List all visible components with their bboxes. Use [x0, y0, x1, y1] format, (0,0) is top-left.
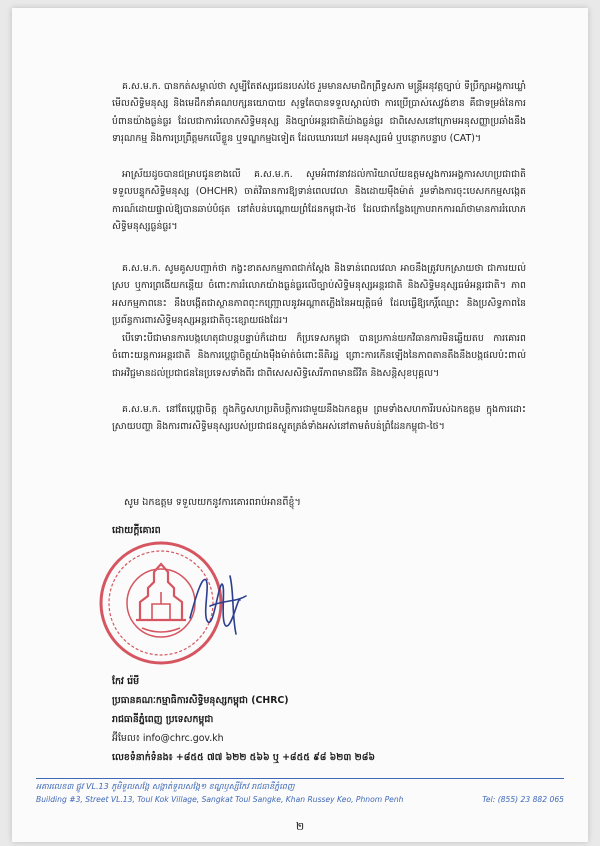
letter-page: [12, 8, 588, 842]
body-paragraph: [112, 401, 526, 436]
footer-telephone: Tel: (855) 23 882 065: [482, 795, 564, 804]
paragraph-text: អាស្រ័យដូចបានជម្រាបជូនខាងលើ គ.ស.ម.ក. សូមអំពាវនាវដល់ការិយាល័យឧត្តមស្នងការអង្គការសហប្រជាជាតិទទួលបន្ទុកសិទ្ធិមនុស្ស (OHCHR) ចាត់វិធានការឱ្យទាន់ពេលវេលា និងដោយម៉ឺងម៉ាត់ រួមទាំងការចុះបេសកកម្មសង្កេតការណ៍ដោយផ្ទាល់ឱ្យបានឆាប់បំផុត នៅតំបន់បណ្តោយព្រំដែនកម្ពុជា-ថៃ ដែលជាកន្លែងក្រោបរាកការណ៍ថាមានការរំលោភសិទ្ធិមនុស្សធ្ងន់ធ្ងរ។: [112, 169, 526, 232]
signer-name: កែវ រ៉េមី: [112, 676, 140, 687]
signed-by-label: ដោយក្តីគោរព: [112, 525, 161, 536]
paragraph-text: គ.ស.ម.ក. បានកត់សម្គាល់ថា សូម្បីតែឥស្សរជនរបស់ថៃ រួមមានសមាជិកព្រឹទ្ធសភា មន្ត្រីអនុវត្តច្បាប់ ទីប្រឹក្សាអង្គការឃ្លាំមើលសិទ្ធិមនុស្ស និងមេដឹកនាំគណបក្សនយោបាយ សុទ្ធតែបានទទួលស្គាល់ថា ការប្រើប្រាស់សេវ្វង់ខាន គឺជាទម្រង់នៃការបំពានយ៉ាងធ្ងន់ធ្ងរ ដែលជាការរំលោភសិទ្ធិមនុស្ស និងច្បាប់អន្តរជាតិយ៉ាងធ្ងន់ធ្ងរ ជាពិសេសនៅក្រោមអនុសញ្ញាប្រឆាំងនឹងទារុណកម្ម និងការប្រព្រឹត្តមកលើខ្លួន ឬទណ្ឌកម្មឯទៀត ដែលឃោរឃៅ អមនុស្សធម៌ ឬបន្ថោកបន្ទាប (CAT)។: [112, 81, 526, 144]
signer-title: ប្រធានគណៈកម្មាធិការសិទ្ធិមនុស្សកម្ពុជា (CHRC): [112, 695, 289, 706]
signer-location: រាជធានីភ្នំពេញ ប្រទេសកម្ពុជា: [112, 714, 214, 725]
body-paragraph: [112, 166, 526, 235]
signer-block: [112, 672, 375, 767]
footer-address-khmer: អគារលេខ៣ ផ្លូវ VL.13 ភូមិទួលសង្កែ សង្កាត់ទួលសង្កែ១ ខណ្ឌឫស្សីកែវ រាជធានីភ្នំពេញ: [36, 782, 295, 791]
body-paragraph: [112, 78, 526, 147]
footer-divider: [36, 778, 564, 779]
phone-line: លេខទំនាក់ទំនង៖ +៨៥៥ ៧៧ ៦២២ ៥៦៦ ឬ +៨៥៥ ៩៨ ៦២៣ ២៨៦: [112, 752, 376, 763]
email-line: អ៊ីមែល៖ info@chrc.gov.kh: [112, 733, 224, 744]
paragraph-text: គ.ស.ម.ក. នៅតែប្តេជ្ញាចិត្ត ក្នុងកិច្ចសហប្រតិបត្តិការជាមួយនឹងឯកឧត្តម ព្រមទាំងសហការីរបស់ឯកឧត្តម ក្នុងការដោះស្រាយបញ្ហា និងការពារសិទ្ធិមនុស្សរបស់ប្រជាជនស្លូតត្រង់ទាំងអស់នៅតាមតំបន់ព្រំដែនកម្ពុជា-ថៃ។: [112, 404, 526, 433]
handwritten-signature-icon: [180, 556, 260, 646]
closing-line: សូម ឯកឧត្តម ទទួលយកនូវការគោរពរាប់អានពីខ្ញុំ។: [124, 497, 301, 508]
footer-address-english: Building #3, Street VL.13, Toul Kok Village, Sangkat Toul Sangke, Khan Russey Keo, Phnom Penh: [36, 795, 404, 804]
body-paragraph: [112, 260, 526, 329]
paragraph-text: បើទោះបីជាមានការបង្កហេតុជាបន្តបន្ទាប់ក៏ដោយ ក៏ប្រទេសកម្ពុជា បានប្រកាន់យកវិធានការមិនឆ្លើយតប ការគោរពចំពោះយន្តការអន្តរជាតិ និងការប្តេជ្ញាចិត្តយ៉ាងម៉ឺងម៉ាត់ចំពោះនីតិរដ្ឋ ព្រោះការកើនឡើងនៃភាពតានតឹងនឹងបង្កផលប៉ះពាល់ជាអវិជ្ជមានដល់ប្រជាជននៃប្រទេសទាំងពីរ ជាពិសេសសិទ្ធិសេរីភាពមានជីវិត និងសន្តិសុខបុគ្គល។: [112, 333, 526, 379]
page-number: ២: [295, 820, 305, 833]
paragraph-text: គ.ស.ម.ក. សូមគូសបញ្ជាក់ថា កង្វះខាតសកម្មភាពជាក់ស្តែង និងទាន់ពេលវេលា អាចនឹងត្រូវបកស្រាយថា ជាការយល់ស្រប ឬការព្រងើយកន្តើយ ចំពោះការរំលោភយ៉ាងធ្ងន់ធ្ងរលើច្បាប់សិទ្ធិមនុស្សអន្តរជាតិ និងសិទ្ធិមនុស្សធម៌អន្តរជាតិ។ ភាពអសកម្មភាពនេះ នឹងបង្កើតជាស្ថានភាពពុះកញ្ជ្រោលនូវអណ្ដាតភ្លើងនៃអយុត្តិធម៌ ដែលធ្វើឱ្យកេរ្តិ៍ឈ្មោះ និងប្រសិទ្ធភាពនៃប្រព័ន្ធការពារសិទ្ធិមនុស្សអន្តរជាតិចុះខ្សោយផងដែរ។: [112, 263, 526, 326]
body-paragraph: [112, 330, 526, 382]
